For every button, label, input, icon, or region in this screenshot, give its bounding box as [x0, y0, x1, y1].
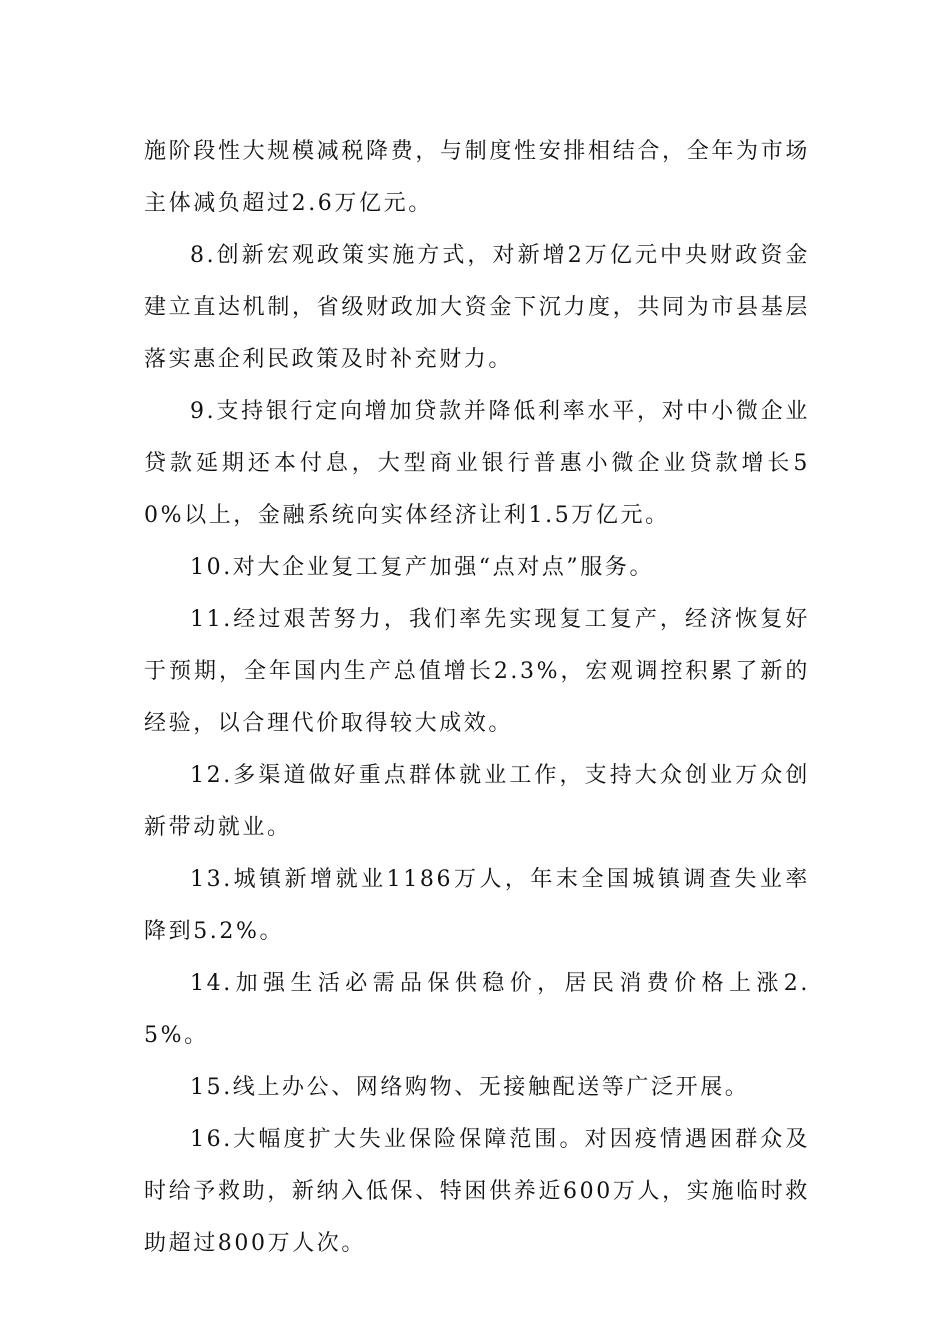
paragraph-item-10: 10.对大企业复工复产加强“点对点”服务。 [190, 555, 655, 580]
document-body [144, 126, 810, 1270]
paragraph-item-9: 9.支持银行定向增加贷款并降低利率水平，对中小微企业贷款延期还本付息，大型商业银行普惠小微企业贷款增长50%以上，金融系统向实体经济让利1.5万亿元。 [144, 399, 810, 528]
paragraph-item-12: 12.多渠道做好重点群体就业工作，支持大众创业万众创新带动就业。 [144, 763, 810, 840]
paragraph-item-16: 16.大幅度扩大失业保险保障范围。对因疫情遇困群众及时给予救助，新纳入低保、特困供养近600万人，实施临时救助超过800万人次。 [144, 1127, 810, 1256]
paragraph-item-15: 15.线上办公、网络购物、无接触配送等广泛开展。 [190, 1075, 750, 1100]
paragraph-item-13: 13.城镇新增就业1186万人，年末全国城镇调查失业率降到5.2%。 [144, 867, 810, 944]
paragraph-continuation: 施阶段性大规模减税降费，与制度性安排相结合，全年为市场主体减负超过2.6万亿元。 [144, 139, 810, 216]
paragraph-item-11: 11.经过艰苦努力，我们率先实现复工复产，经济恢复好于预期，全年国内生产总值增长2.3%，宏观调控积累了新的经验，以合理代价取得较大成效。 [144, 607, 810, 736]
paragraph-item-14: 14.加强生活必需品保供稳价，居民消费价格上涨2.5%。 [144, 971, 810, 1048]
paragraph-item-8: 8.创新宏观政策实施方式，对新增2万亿元中央财政资金建立直达机制，省级财政加大资金下沉力度，共同为市县基层落实惠企利民政策及时补充财力。 [144, 243, 810, 372]
